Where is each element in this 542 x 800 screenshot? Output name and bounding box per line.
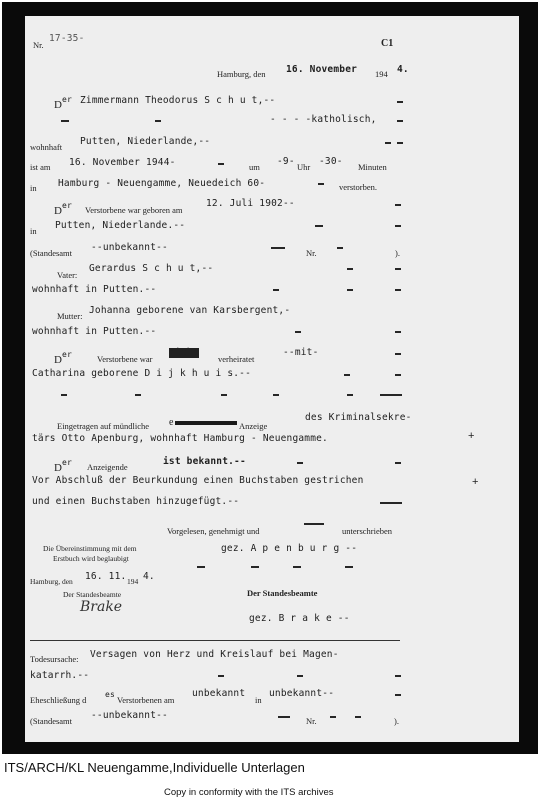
married-redacted: nicht bbox=[169, 347, 199, 358]
death-uhr: Uhr bbox=[297, 162, 311, 172]
attest-year-prefix: 194 bbox=[127, 577, 139, 586]
registrar-label: Der Standesbeamte bbox=[247, 588, 318, 598]
signed-apenburg: gez. A p e n b u r g -- bbox=[221, 543, 358, 554]
read-end: unterschrieben bbox=[342, 526, 393, 536]
registered-label: Eingetragen auf mündliche bbox=[57, 421, 150, 431]
standesamt-value: --unbekannt-- bbox=[91, 242, 168, 253]
margin-plus-1: + bbox=[468, 430, 475, 442]
death-verstorben: verstorben. bbox=[339, 182, 378, 192]
standesamt2-value: --unbekannt-- bbox=[91, 710, 168, 721]
record-date: 16. November bbox=[286, 64, 358, 75]
conformity-caption: Copy in conformity with the ITS archives bbox=[164, 787, 334, 798]
form-code: C1 bbox=[381, 38, 394, 49]
death-minuten: Minuten bbox=[358, 162, 387, 172]
born-place: Putten, Niederlande.-- bbox=[55, 220, 186, 231]
vater-residence: wohnhaft in Putten.-- bbox=[32, 284, 157, 295]
religion: - - - -katholisch, bbox=[270, 114, 377, 125]
informant-label: Anzeigende bbox=[87, 462, 128, 472]
archive-caption: ITS/ARCH/KL Neuengamme,Individuelle Unterlagen bbox=[4, 760, 305, 775]
mutter-label: Mutter: bbox=[57, 311, 83, 321]
marriage-label: Eheschließung d bbox=[30, 695, 87, 705]
attest-line-1: Die Übereinstimmung mit dem bbox=[43, 544, 137, 553]
der-suffix-4: er bbox=[62, 458, 73, 467]
marriage-label-suffix: es bbox=[105, 690, 116, 699]
registered-mid: Anzeige bbox=[239, 421, 268, 431]
residence-label: wohnhaft bbox=[30, 142, 63, 152]
read-label: Vorgelesen, genehmigt und bbox=[167, 526, 260, 536]
death-um: um bbox=[249, 162, 260, 172]
death-minute: -30- bbox=[319, 156, 343, 167]
der-prefix-4: D bbox=[54, 462, 62, 474]
der-prefix-2: D bbox=[54, 205, 62, 217]
informant-value: ist bekannt.-- bbox=[163, 456, 246, 467]
standesamt2-label: (Standesamt bbox=[30, 716, 73, 726]
close-paren: ). bbox=[395, 248, 400, 258]
born-in: in bbox=[30, 226, 37, 236]
attest-line-2: Erstbuch wird beglaubigt bbox=[53, 554, 129, 563]
der-suffix-1: er bbox=[62, 95, 73, 104]
year-prefix: 194 bbox=[375, 69, 388, 79]
spouse-name: Catharina geborene D i j k h u i s.-- bbox=[32, 368, 252, 379]
registered-value: des Kriminalsekre- bbox=[305, 412, 412, 423]
divider bbox=[30, 640, 400, 641]
note-line-1: Vor Abschluß der Beurkundung einen Buchstaben gestrichen bbox=[32, 475, 364, 486]
cause-value-2: katarrh.-- bbox=[30, 670, 90, 681]
attest-place-label: Hamburg, den bbox=[30, 577, 73, 586]
death-ist-am: ist am bbox=[30, 162, 51, 172]
registrar-signed: gez. B r a k e -- bbox=[249, 613, 350, 624]
registered-line2: tärs Otto Apenburg, wohnhaft Hamburg - Neuengamme. bbox=[32, 433, 328, 444]
nr2-label: Nr. bbox=[306, 716, 317, 726]
death-date: 16. November 1944- bbox=[69, 157, 176, 168]
der-suffix-2: er bbox=[62, 201, 73, 210]
note-line-2: und einen Buchstaben hinzugefügt.-- bbox=[32, 496, 240, 507]
marriage-place: unbekannt-- bbox=[269, 688, 335, 699]
cause-value: Versagen von Herz und Kreislauf bei Magen- bbox=[90, 649, 339, 660]
year-suffix: 4. bbox=[397, 64, 409, 75]
marriage-label-2: Verstorbenen am bbox=[117, 695, 175, 705]
death-in: in bbox=[30, 183, 37, 193]
der-suffix-3: er bbox=[62, 350, 73, 359]
married-label: Verstorbene war bbox=[97, 354, 153, 364]
married-mit: --mit- bbox=[283, 347, 319, 358]
vater-label: Vater: bbox=[57, 270, 78, 280]
margin-plus-2: + bbox=[472, 476, 479, 488]
attest-date: 16. 11. bbox=[85, 571, 127, 582]
deceased-name: Zimmermann Theodorus S c h u t,-- bbox=[80, 95, 276, 106]
registered-strike bbox=[175, 421, 237, 425]
born-date: 12. Juli 1902-- bbox=[206, 198, 295, 209]
der-prefix-1: D bbox=[54, 99, 62, 111]
place-date-label: Hamburg, den bbox=[217, 69, 266, 79]
attest-signature: Brake bbox=[80, 599, 123, 615]
mutter-residence: wohnhaft in Putten.-- bbox=[32, 326, 157, 337]
cause-label: Todesursache: bbox=[30, 654, 79, 664]
marriage-date: unbekannt bbox=[192, 688, 246, 699]
standesamt-label: (Standesamt bbox=[30, 248, 73, 258]
der-prefix-3: D bbox=[54, 354, 62, 366]
marriage-in: in bbox=[255, 695, 262, 705]
death-place: Hamburg - Neuengamme, Neuedeich 60- bbox=[58, 178, 266, 189]
attest-official: Der Standesbeamte bbox=[63, 590, 122, 599]
death-hour: -9- bbox=[277, 156, 295, 167]
number-label: Nr. bbox=[33, 40, 44, 50]
mutter-value: Johanna geborene van Karsbergent,- bbox=[89, 305, 291, 316]
attest-year-suffix: 4. bbox=[143, 571, 155, 582]
born-label: Verstorbene war geboren am bbox=[85, 205, 183, 215]
close-paren-2: ). bbox=[394, 716, 399, 726]
vater-value: Gerardus S c h u t,-- bbox=[89, 263, 214, 274]
document-page bbox=[25, 16, 519, 742]
residence-value: Putten, Niederlande,-- bbox=[80, 136, 211, 147]
number-value: 17-35- bbox=[49, 33, 85, 44]
married-text: verheiratet bbox=[218, 354, 255, 364]
registered-e-mark: e bbox=[169, 417, 174, 428]
nr-label: Nr. bbox=[306, 248, 317, 258]
